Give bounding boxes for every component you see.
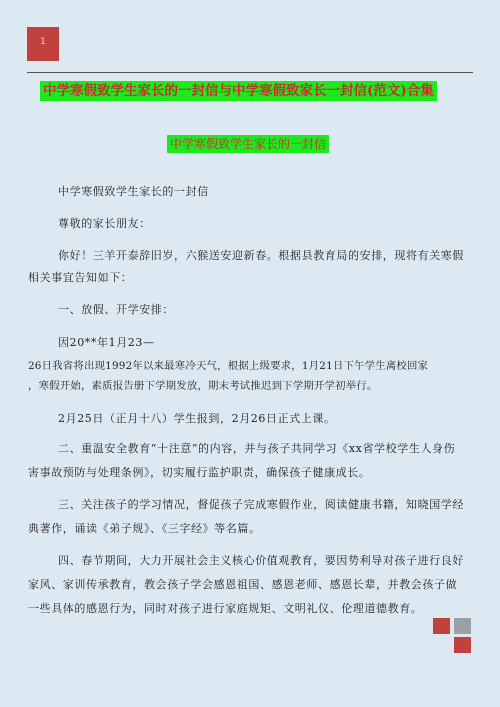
item-2 <box>28 437 474 485</box>
paragraph-line: 三、关注孩子的学习情况，督促孩子完成寒假作业，阅读健康书籍，知晓国学经 <box>58 498 464 511</box>
paragraph-line: 四、春节期间，大力开展社会主义核心价值观教育，要因势利导对孩子进行良好 <box>58 554 464 567</box>
section-title: 中学寒假致学生家长的一封信 <box>167 135 329 153</box>
gray-square-icon <box>454 618 471 634</box>
item-1-detail <box>28 356 474 396</box>
paragraph-line: ，寒假开始，素质报告册下学期发放，期末考试推迟到下学期开学初举行。 <box>28 380 378 392</box>
paragraph-line: 典著作，诵读《弟子规》、《三字经》等名篇。 <box>28 522 261 535</box>
page-number-badge <box>27 27 59 61</box>
red-square-icon <box>454 637 471 653</box>
letter-heading: 中学寒假致学生家长的一封信 <box>58 185 209 198</box>
red-square-icon <box>433 618 450 634</box>
item-3 <box>28 493 474 541</box>
paragraph-line: 家风、家训传承教育，教会孩子学会感恩祖国、感恩老师、感恩长辈，并教会孩子做 <box>28 578 458 591</box>
header-divider <box>27 72 473 73</box>
page-number: 1 <box>40 37 46 47</box>
item-1-date-line: 因20**年1月23— <box>58 336 155 349</box>
paragraph-line: 26日我省将出现1992年以来最寒冷天气，根据上级要求，1月21日下午学生离校回家 <box>28 360 429 372</box>
salutation: 尊敬的家长朋友： <box>58 217 151 230</box>
decorative-squares <box>433 618 473 653</box>
paragraph-line: 你好！三羊开泰辞旧岁，六猴送安迎新春。根据县教育局的安排，现将有关寒假 <box>58 249 464 262</box>
paragraph-intro <box>28 245 474 289</box>
paragraph-line: 害事故预防与处理条例》，切实履行监护职责，确保孩子健康成长。 <box>28 466 371 479</box>
paragraph-line: 一些具体的感恩行为，同时对孩子进行家庭规矩、文明礼仪、伦理道德教育。 <box>28 602 423 615</box>
item-1-heading: 一、放假、开学安排： <box>58 303 174 316</box>
paragraph-line: 相关事宜告知如下： <box>28 271 133 284</box>
item-1-report-date: 2月25日（正月十八）学生报到，2月26日正式上课。 <box>58 412 336 425</box>
document-title: 中学寒假致学生家长的一封信与中学寒假致家长一封信(范文)合集 <box>40 81 437 101</box>
item-4 <box>28 549 474 621</box>
paragraph-line: 二、重温安全教育“十注意”的内容，并与孩子共同学习《xx省学校学生人身伤 <box>58 442 456 455</box>
